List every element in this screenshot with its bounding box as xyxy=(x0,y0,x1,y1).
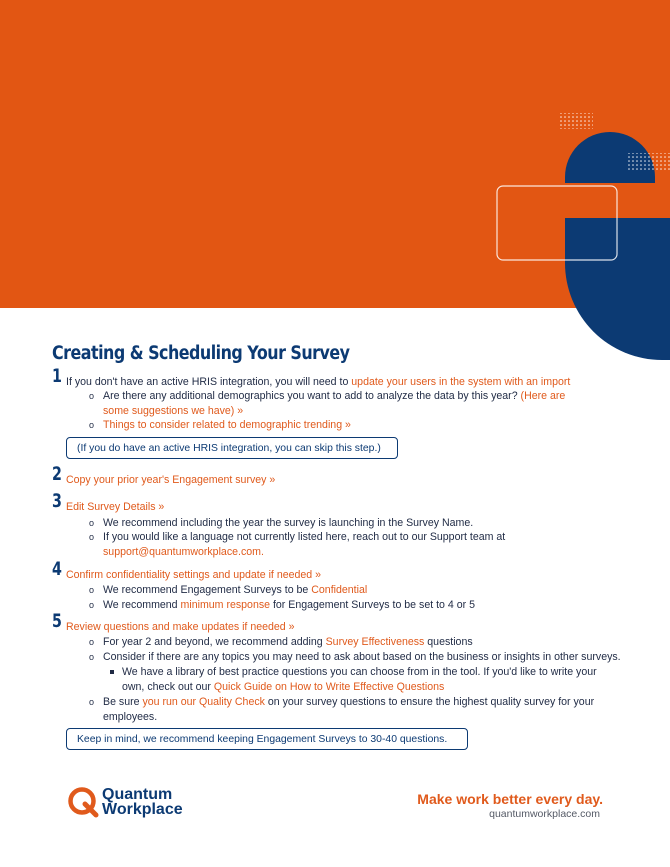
bullet-circle: o xyxy=(89,637,95,647)
logo-line-2: Workplace xyxy=(102,801,183,818)
logo-wordmark xyxy=(102,787,183,817)
demographics-link-1[interactable]: (Here are xyxy=(520,390,566,402)
confidential-link[interactable]: Confidential xyxy=(311,584,368,596)
bullet-text: We recommend xyxy=(103,599,181,611)
list-item xyxy=(89,695,595,724)
bullet-circle: o xyxy=(89,518,95,528)
bullet-text: If you would like a language not currently listed here, reach out to our Support team at xyxy=(103,531,506,543)
survey-effectiveness-link[interactable]: Survey Effectiveness xyxy=(325,636,425,648)
list-item xyxy=(89,530,583,559)
hris-note: (If you do have an active HRIS integration, you can skip this step.) xyxy=(66,437,398,459)
bullet-text-3: employees. xyxy=(103,710,158,723)
bullet-text: We recommend including the year the survey is launching in the Survey Name. xyxy=(103,517,474,529)
logo-line-1: Quantum xyxy=(102,786,173,803)
step-number: 4 xyxy=(52,558,62,580)
bullet-text: Be sure xyxy=(103,696,143,708)
list-item xyxy=(89,418,351,433)
step-number: 1 xyxy=(52,365,62,387)
trending-link[interactable]: Things to consider related to demographic trending » xyxy=(103,419,351,431)
list-item xyxy=(122,665,597,694)
minimum-response-link[interactable]: minimum response xyxy=(180,599,271,611)
bullet-text-2: for Engagement Surveys to be set to 4 or 5 xyxy=(270,599,475,611)
confidentiality-link[interactable]: Confirm confidentiality settings and update if needed » xyxy=(66,569,322,581)
support-email-link[interactable]: support@quantumworkplace.com. xyxy=(103,545,264,558)
bullet-circle: o xyxy=(89,652,95,662)
tagline: Make work better every day. xyxy=(417,791,603,807)
bullet-circle: o xyxy=(89,391,95,401)
edit-survey-link[interactable]: Edit Survey Details » xyxy=(66,501,165,513)
bullet-circle: o xyxy=(89,697,95,707)
demographics-link-2[interactable]: some suggestions we have) » xyxy=(103,404,244,417)
question-count-note: Keep in mind, we recommend keeping Engagement Surveys to 30-40 questions. xyxy=(66,728,468,750)
step-1-text: If you don't have an active HRIS integration, you will need to xyxy=(66,376,352,388)
quality-check-link[interactable]: you run our Quality Check xyxy=(142,696,265,708)
list-item xyxy=(89,650,621,665)
list-item xyxy=(89,389,603,418)
import-link[interactable]: update your users in the system with an import xyxy=(351,376,571,388)
copy-survey-link[interactable]: Copy your prior year's Engagement survey » xyxy=(66,474,276,486)
bullet-text-2: own, check out our xyxy=(122,680,214,693)
bullet-circle: o xyxy=(89,532,95,542)
step-number: 5 xyxy=(52,610,62,632)
step-text xyxy=(66,375,570,390)
bullet-text-2: questions xyxy=(424,636,473,648)
bullet-text: Consider if there are any topics you may need to ask about based on the business or insights in other surveys. xyxy=(103,651,621,663)
review-questions-link[interactable]: Review questions and make updates if needed » xyxy=(66,621,295,633)
bullet-square xyxy=(110,670,114,674)
list-item xyxy=(89,598,475,613)
list-item xyxy=(89,583,368,598)
hero-banner xyxy=(0,0,670,308)
bullet-text: For year 2 and beyond, we recommend adding xyxy=(103,636,326,648)
step-number: 2 xyxy=(52,463,62,485)
list-item xyxy=(89,516,474,531)
bullet-circle: o xyxy=(89,585,95,595)
bullet-text: We recommend Engagement Surveys to be xyxy=(103,584,312,596)
logo-q-icon xyxy=(66,785,100,819)
website-url[interactable]: quantumworkplace.com xyxy=(489,808,600,820)
bullet-circle: o xyxy=(89,600,95,610)
bullet-circle: o xyxy=(89,420,95,430)
bullet-text: We have a library of best practice questions you can choose from in the tool. If you'd like to write your xyxy=(122,666,597,678)
page-title: Creating & Scheduling Your Survey xyxy=(52,343,350,364)
bullet-text: Are there any additional demographics you want to add to analyze the data by this year? xyxy=(103,390,521,402)
quick-guide-link[interactable]: Quick Guide on How to Write Effective Questions xyxy=(213,680,445,693)
step-number: 3 xyxy=(52,490,62,512)
bullet-text-2: on your survey questions to ensure the highest quality survey for your xyxy=(264,696,595,708)
list-item xyxy=(89,635,473,650)
